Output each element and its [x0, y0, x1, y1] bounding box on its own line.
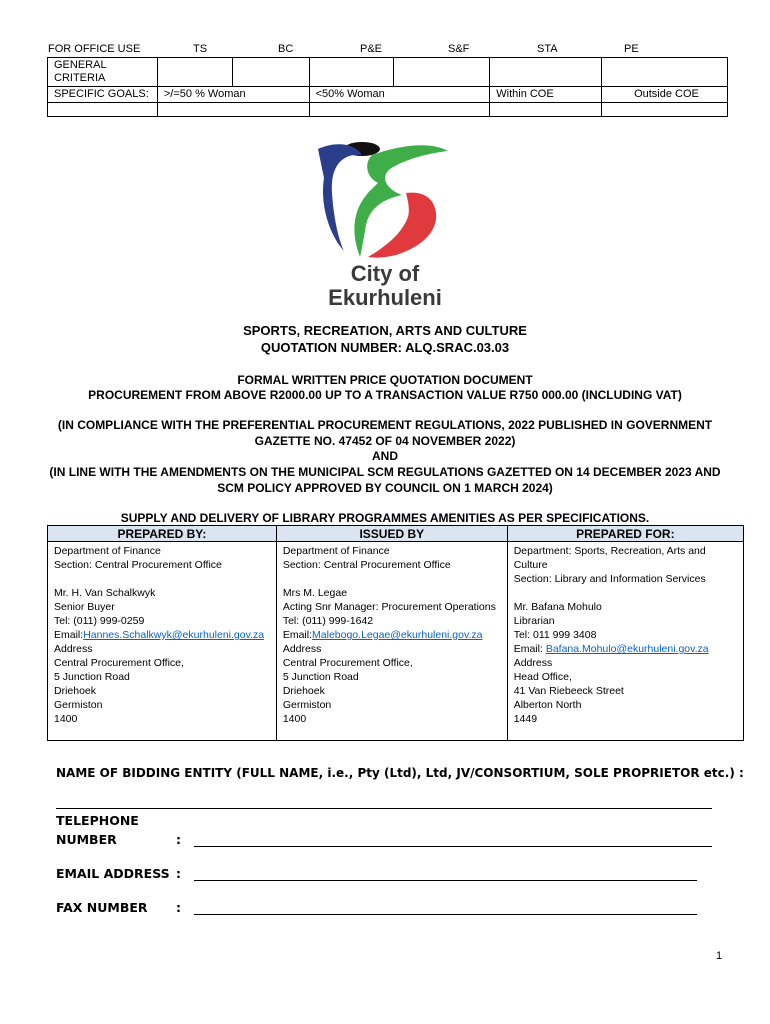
issued-by-email-row — [283, 628, 501, 642]
issued-by-name: Mrs M. Legae — [282, 587, 348, 599]
criteria-cell-bc[interactable] — [232, 58, 309, 87]
issued-by-department: Department of Finance — [282, 545, 390, 557]
email-address-label: EMAIL ADDRESS — [56, 866, 170, 881]
criteria-cell-sf[interactable] — [394, 58, 490, 87]
prepared-by-address-2: 5 Junction Road — [54, 671, 130, 683]
quotation-number: QUOTATION NUMBER: ALQ.SRAC.03.03 — [260, 340, 510, 355]
prepared-for-section: Section: Library and Information Services — [513, 573, 706, 585]
prepared-by-email-label: Email: — [54, 629, 84, 641]
prepared-by-address-label: Address — [54, 643, 93, 655]
issued-by-address-5: 1400 — [282, 713, 307, 725]
goal-score-within-coe[interactable] — [490, 103, 602, 117]
email-colon: : — [176, 866, 181, 881]
prepared-for-address-2: 41 Van Riebeeck Street — [513, 685, 624, 697]
page-number: 1 — [716, 950, 723, 962]
prepared-by-header: PREPARED BY: — [48, 526, 277, 542]
goal-score-woman-majority[interactable] — [157, 103, 309, 117]
amendments-line-2: SCM POLICY APPROVED BY COUNCIL ON 1 MARCH 2024) — [217, 481, 553, 495]
goal-outside-coe: Outside COE — [602, 87, 728, 103]
criteria-cell-pe[interactable] — [602, 58, 728, 87]
office-col-sf: S&F — [448, 43, 470, 55]
issued-by-section: Section: Central Procurement Office — [282, 559, 451, 571]
criteria-cell-sta[interactable] — [490, 58, 602, 87]
prepared-for-name: Mr. Bafana Mohulo — [513, 601, 602, 613]
issued-by-address-4: Germiston — [282, 699, 332, 711]
contacts-table — [47, 525, 744, 741]
issued-by-tel: Tel: (011) 999-1642 — [282, 615, 374, 627]
telephone-label-1: TELEPHONE — [56, 813, 139, 828]
bidding-entity-field[interactable] — [56, 808, 712, 809]
telephone-field[interactable] — [194, 846, 712, 847]
fax-number-field[interactable] — [194, 914, 697, 915]
prepared-for-address-1: Head Office, — [513, 671, 572, 683]
issued-by-address-1: Central Procurement Office, — [282, 657, 413, 669]
prepared-by-email-row — [54, 628, 270, 642]
goal-woman-minority: <50% Woman — [309, 87, 490, 103]
issued-by-address-label: Address — [282, 643, 322, 655]
prepared-for-email-link[interactable]: Bafana.Mohulo@ekurhuleni.gov.za — [545, 643, 709, 655]
amendments-line-1: (IN LINE WITH THE AMENDMENTS ON THE MUNICIPAL SCM REGULATIONS GAZETTED ON 14 DECEMBER 2023 AND — [49, 465, 721, 479]
doc-type-heading: FORMAL WRITTEN PRICE QUOTATION DOCUMENT — [237, 373, 533, 387]
logo-figure-icon — [310, 133, 460, 308]
prepared-for-address-3: Alberton North — [513, 699, 582, 711]
criteria-cell-ts[interactable] — [157, 58, 232, 87]
issued-by-title: Acting Snr Manager: Procurement Operations — [282, 601, 496, 613]
and-connector: AND — [372, 449, 398, 463]
logo-line2: Ekurhuleni — [328, 285, 442, 308]
prepared-for-department: Department: Sports, Recreation, Arts and Culture — [513, 545, 706, 571]
department-heading: SPORTS, RECREATION, ARTS AND CULTURE — [243, 323, 527, 338]
prepared-for-tel: Tel: 011 999 3408 — [513, 629, 597, 641]
issued-by-email-link[interactable]: Malebogo.Legae@ekurhuleni.gov.za — [312, 629, 483, 641]
logo-line1: City of — [350, 261, 420, 286]
prepared-by-name: Mr. H. Van Schalkwyk — [54, 587, 156, 599]
procurement-range: PROCUREMENT FROM ABOVE R2000.00 UP TO A TRANSACTION VALUE R750 000.00 (INCLUDING VAT) — [88, 388, 682, 402]
prepared-by-section: Section: Central Procurement Office — [54, 559, 222, 571]
office-col-bc: BC — [278, 43, 294, 55]
city-of-ekurhuleni-logo — [310, 133, 460, 308]
general-criteria-label: GENERAL CRITERIA — [48, 58, 158, 87]
prepared-for-header: PREPARED FOR: — [507, 526, 743, 542]
specific-goals-label: SPECIFIC GOALS: — [48, 87, 158, 103]
issued-by-address-2: 5 Junction Road — [282, 671, 359, 683]
compliance-line-2: GAZETTE NO. 47452 OF 04 NOVEMBER 2022) — [254, 434, 516, 448]
prepared-by-cell — [48, 542, 277, 741]
office-col-pe: PE — [624, 43, 639, 55]
prepared-by-address-4: Germiston — [54, 699, 103, 711]
prepared-by-address-1: Central Procurement Office, — [54, 657, 184, 669]
email-address-field[interactable] — [194, 880, 697, 881]
prepared-by-email-link[interactable]: Hannes.Schalkwyk@ekurhuleni.gov.za — [83, 629, 265, 641]
issued-by-address-3: Driehoek — [282, 685, 325, 697]
prepared-for-cell — [507, 542, 743, 741]
prepared-for-address-4: 1449 — [513, 713, 538, 725]
fax-colon: : — [176, 900, 181, 915]
issued-by-cell — [276, 542, 507, 741]
compliance-line-1: (IN COMPLIANCE WITH THE PREFERENTIAL PROCUREMENT REGULATIONS, 2022 PUBLISHED IN GOVERNMENT — [57, 418, 713, 432]
office-use-header — [48, 43, 728, 57]
goal-score-woman-minority[interactable] — [309, 103, 490, 117]
goal-woman-majority: >/=50 % Woman — [157, 87, 309, 103]
bidding-entity-label: NAME OF BIDDING ENTITY (FULL NAME, i.e., Pty (Ltd), Ltd, JV/CONSORTIUM, SOLE PROPRIETOR etc.) : — [56, 766, 744, 780]
prepared-by-address-5: 1400 — [54, 713, 78, 725]
office-col-pe-equipment: P&E — [360, 43, 383, 55]
telephone-colon: : — [176, 832, 181, 847]
prepared-by-title: Senior Buyer — [54, 601, 115, 613]
prepared-by-tel: Tel: (011) 999-0259 — [54, 615, 145, 627]
office-use-table — [47, 57, 728, 117]
office-use-label: FOR OFFICE USE — [48, 43, 141, 55]
office-col-ts: TS — [193, 43, 208, 55]
fax-number-label: FAX NUMBER — [56, 900, 148, 915]
goal-within-coe: Within COE — [490, 87, 602, 103]
prepared-for-email-row — [514, 642, 737, 656]
prepared-for-title: Librarian — [513, 615, 555, 627]
supply-title: SUPPLY AND DELIVERY OF LIBRARY PROGRAMMES AMENITIES AS PER SPECIFICATIONS. — [120, 511, 650, 525]
prepared-by-department: Department of Finance — [54, 545, 161, 557]
prepared-by-address-3: Driehoek — [54, 685, 97, 697]
office-col-sta: STA — [537, 43, 558, 55]
goal-score-blank — [48, 103, 158, 117]
criteria-cell-pe-equipment[interactable] — [309, 58, 394, 87]
goal-score-outside-coe[interactable] — [602, 103, 728, 117]
prepared-for-address-label: Address — [513, 657, 553, 669]
issued-by-email-label: Email: — [282, 629, 313, 641]
issued-by-header: ISSUED BY — [276, 526, 507, 542]
prepared-for-email-label: Email: — [513, 643, 546, 655]
telephone-label-2: NUMBER — [56, 832, 117, 847]
